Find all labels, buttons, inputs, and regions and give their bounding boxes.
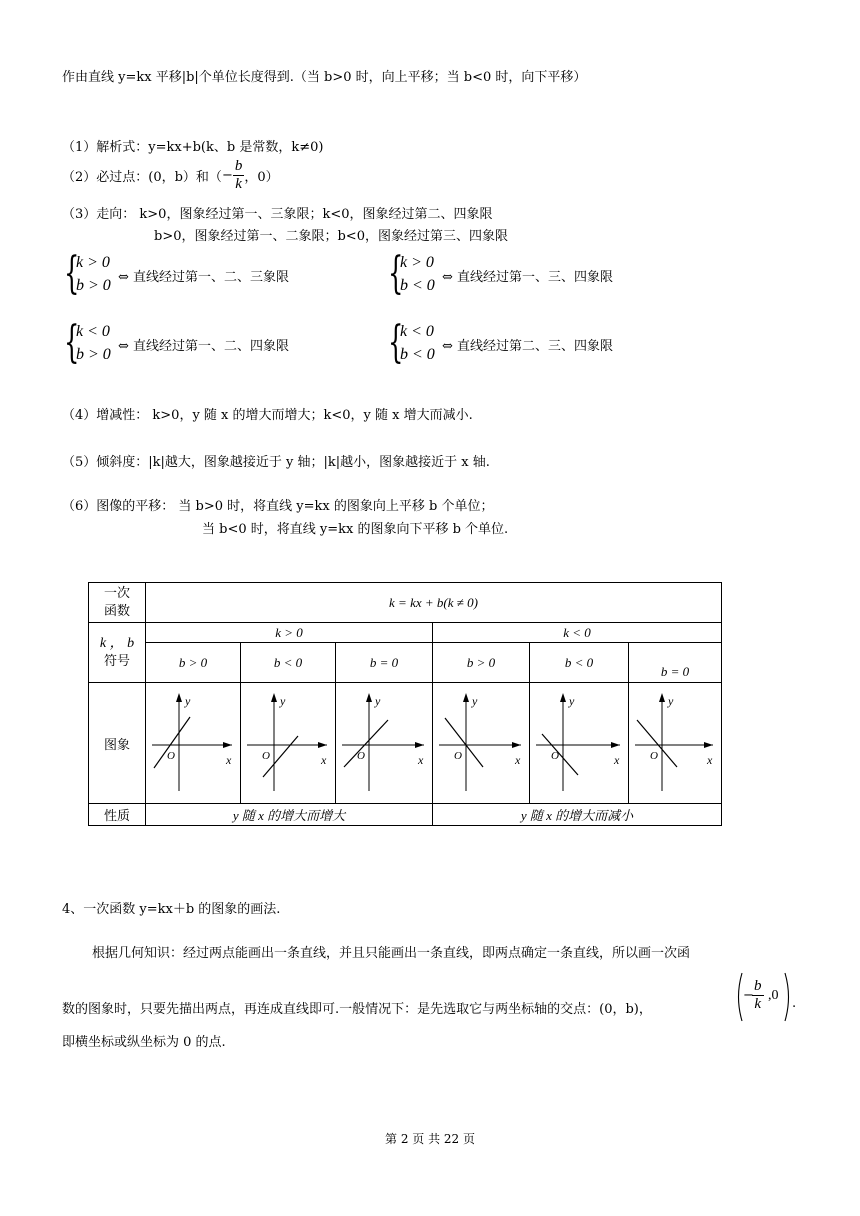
row-label-sign bbox=[89, 623, 146, 683]
x-axis-arrow-icon bbox=[318, 742, 327, 748]
system-row-1: k > 0 bbox=[400, 254, 434, 271]
intercept-zero: ,0 bbox=[768, 988, 779, 1003]
system-text: ⇔ 直线经过第一、二、四象限 bbox=[118, 339, 290, 354]
k-negative-header: k < 0 bbox=[433, 623, 722, 643]
graph-kneg-bzero bbox=[629, 683, 721, 799]
intercept-numerator: b bbox=[754, 978, 762, 994]
system-row-2: b < 0 bbox=[400, 277, 435, 294]
section-4-paragraph-3: 即横坐标或纵坐标为 0 的点. bbox=[62, 1035, 226, 1050]
function-line bbox=[445, 718, 483, 767]
system-row-2: b > 0 bbox=[76, 277, 111, 294]
origin-label: O bbox=[357, 750, 365, 762]
intercept-period: . bbox=[792, 996, 797, 1011]
intercept-fraction bbox=[752, 978, 764, 1013]
label-line: 一次 bbox=[103, 585, 130, 601]
system-text: ⇔ 直线经过第一、三、四象限 bbox=[442, 270, 614, 285]
left-paren-icon bbox=[735, 972, 743, 1022]
formula-line: （1）解析式：y=kx+b(k、b 是常数，k≠0) bbox=[62, 140, 324, 155]
right-paren-icon bbox=[784, 972, 792, 1022]
y-axis-arrow-icon bbox=[271, 693, 277, 702]
b-case-cell: b < 0 bbox=[530, 643, 629, 683]
brace-icon: { bbox=[64, 317, 80, 368]
point-prefix: （2）必过点：(0，b）和（ bbox=[62, 170, 222, 185]
page-footer: 第 2 页 共 22 页 bbox=[385, 1132, 475, 1146]
graph-kneg-bneg bbox=[530, 683, 628, 799]
system-row-1: k < 0 bbox=[76, 323, 110, 340]
section-4-paragraph-2 bbox=[62, 998, 652, 1017]
y-axis-label: y bbox=[668, 694, 674, 708]
system-row-2: b > 0 bbox=[76, 346, 111, 363]
y-axis-arrow-icon bbox=[659, 693, 665, 702]
row-label-property: 性质 bbox=[89, 804, 146, 826]
x-axis-label: x bbox=[515, 753, 521, 767]
shift-line-1: （6）图像的平移： 当 b>0 时，将直线 y=kx 的图象向上平移 b 个单位； bbox=[62, 499, 494, 514]
section-4-paragraph-1: 根据几何知识：经过两点能画出一条直线，并且只能画出一条直线，即两点确定一条直线，所以画一次函 bbox=[92, 946, 691, 961]
system-row-1: k < 0 bbox=[400, 323, 434, 340]
x-axis-label: x bbox=[321, 753, 327, 767]
paragraph-2-text: 数的图象时，只要先描出两点，再连成直线即可.一般情况下：是先选取它与两坐标轴的交点：(0，b)， bbox=[62, 1002, 652, 1017]
x-axis-arrow-icon bbox=[415, 742, 424, 748]
origin-label: O bbox=[454, 750, 462, 762]
system-row-2: b < 0 bbox=[400, 346, 435, 363]
b-case-cell: b = 0 bbox=[629, 643, 722, 683]
b-case-cell: b > 0 bbox=[146, 643, 241, 683]
x-axis-arrow-icon bbox=[512, 742, 521, 748]
origin-label: O bbox=[167, 750, 175, 762]
direction-line-2: b>0，图象经过第一、二象限；b<0，图象经过第三、四象限 bbox=[154, 229, 508, 244]
graph-cell bbox=[241, 683, 336, 804]
property-decreasing: y 随 x 的增大而减小 bbox=[433, 804, 722, 826]
section-4-title: 4、一次函数 y=kx＋b 的图象的画法. bbox=[62, 902, 281, 917]
shift-line-2: 当 b<0 时，将直线 y=kx 的图象向下平移 b 个单位. bbox=[202, 522, 509, 537]
function-formula: k = kx + b(k ≠ 0) bbox=[146, 583, 722, 623]
row-label-function bbox=[89, 583, 146, 623]
origin-label: O bbox=[551, 750, 559, 762]
graph-kneg-bpos bbox=[433, 683, 529, 799]
intercept-denominator: k bbox=[754, 996, 762, 1012]
x-axis-arrow-icon bbox=[223, 742, 232, 748]
intercept-minus: − bbox=[743, 988, 754, 1003]
brace-icon: { bbox=[64, 248, 80, 299]
x-axis-arrow-icon bbox=[704, 742, 713, 748]
point-line bbox=[62, 158, 279, 193]
direction-line-1: （3）走向： k>0，图象经过第一、三象限；k<0，图象经过第二、四象限 bbox=[62, 207, 493, 222]
y-axis-label: y bbox=[375, 694, 381, 708]
property-increasing: y 随 x 的增大而增大 bbox=[146, 804, 433, 826]
point-denominator: k bbox=[235, 176, 242, 192]
y-axis-label: y bbox=[185, 694, 191, 708]
b-case-cell: b > 0 bbox=[433, 643, 530, 683]
graph-kpos-bpos bbox=[146, 683, 240, 799]
system-text: ⇔ 直线经过第二、三、四象限 bbox=[442, 339, 614, 354]
system-row-1: k > 0 bbox=[76, 254, 110, 271]
point-numerator: b bbox=[234, 158, 243, 174]
origin-label: O bbox=[262, 750, 270, 762]
graph-cell bbox=[530, 683, 629, 804]
graph-kpos-bneg bbox=[241, 683, 335, 799]
graph-cell bbox=[433, 683, 530, 804]
b-case-cell: b = 0 bbox=[336, 643, 433, 683]
system-text: ⇔ 直线经过第一、二、三象限 bbox=[118, 270, 290, 285]
point-suffix: ，0） bbox=[244, 170, 279, 185]
function-line bbox=[542, 734, 578, 775]
graph-cell bbox=[146, 683, 241, 804]
k-positive-header: k > 0 bbox=[146, 623, 433, 643]
x-axis-label: x bbox=[226, 753, 232, 767]
y-axis-arrow-icon bbox=[463, 693, 469, 702]
row-label-graph: 图象 bbox=[89, 683, 146, 804]
graph-cell bbox=[336, 683, 433, 804]
label-line: 函数 bbox=[103, 603, 130, 619]
x-axis-label: x bbox=[614, 753, 620, 767]
monotonic-line: （4）增减性： k>0，y 随 x 的增大而增大；k<0，y 随 x 增大而减小. bbox=[62, 408, 473, 423]
origin-label: O bbox=[650, 750, 658, 762]
brace-icon: { bbox=[388, 317, 404, 368]
graph-cell bbox=[629, 683, 722, 804]
y-axis-arrow-icon bbox=[366, 693, 372, 702]
b-case-cell: b < 0 bbox=[241, 643, 336, 683]
graph-kpos-bzero bbox=[336, 683, 432, 799]
point-minus: − bbox=[221, 168, 233, 183]
y-axis-label: y bbox=[472, 694, 478, 708]
y-axis-arrow-icon bbox=[176, 693, 182, 702]
brace-icon: { bbox=[388, 248, 404, 299]
intro-line: 作由直线 y=kx 平移|b|个单位长度得到.（当 b>0 时，向上平移；当 b<0 时，向下平移） bbox=[62, 70, 587, 85]
x-axis-arrow-icon bbox=[611, 742, 620, 748]
slope-line: （5）倾斜度：|k|越大，图象越接近于 y 轴；|k|越小，图象越接近于 x 轴. bbox=[62, 455, 490, 470]
label-line: 符号 bbox=[103, 653, 130, 669]
x-axis-label: x bbox=[418, 753, 424, 767]
y-axis-arrow-icon bbox=[560, 693, 566, 702]
linear-function-table bbox=[88, 582, 722, 826]
intercept-expression bbox=[735, 972, 795, 1022]
point-fraction bbox=[233, 158, 245, 193]
function-line bbox=[344, 720, 388, 767]
x-axis-label: x bbox=[707, 753, 713, 767]
y-axis-label: y bbox=[280, 694, 286, 708]
label-line: k ， b bbox=[99, 635, 135, 651]
y-axis-label: y bbox=[569, 694, 575, 708]
